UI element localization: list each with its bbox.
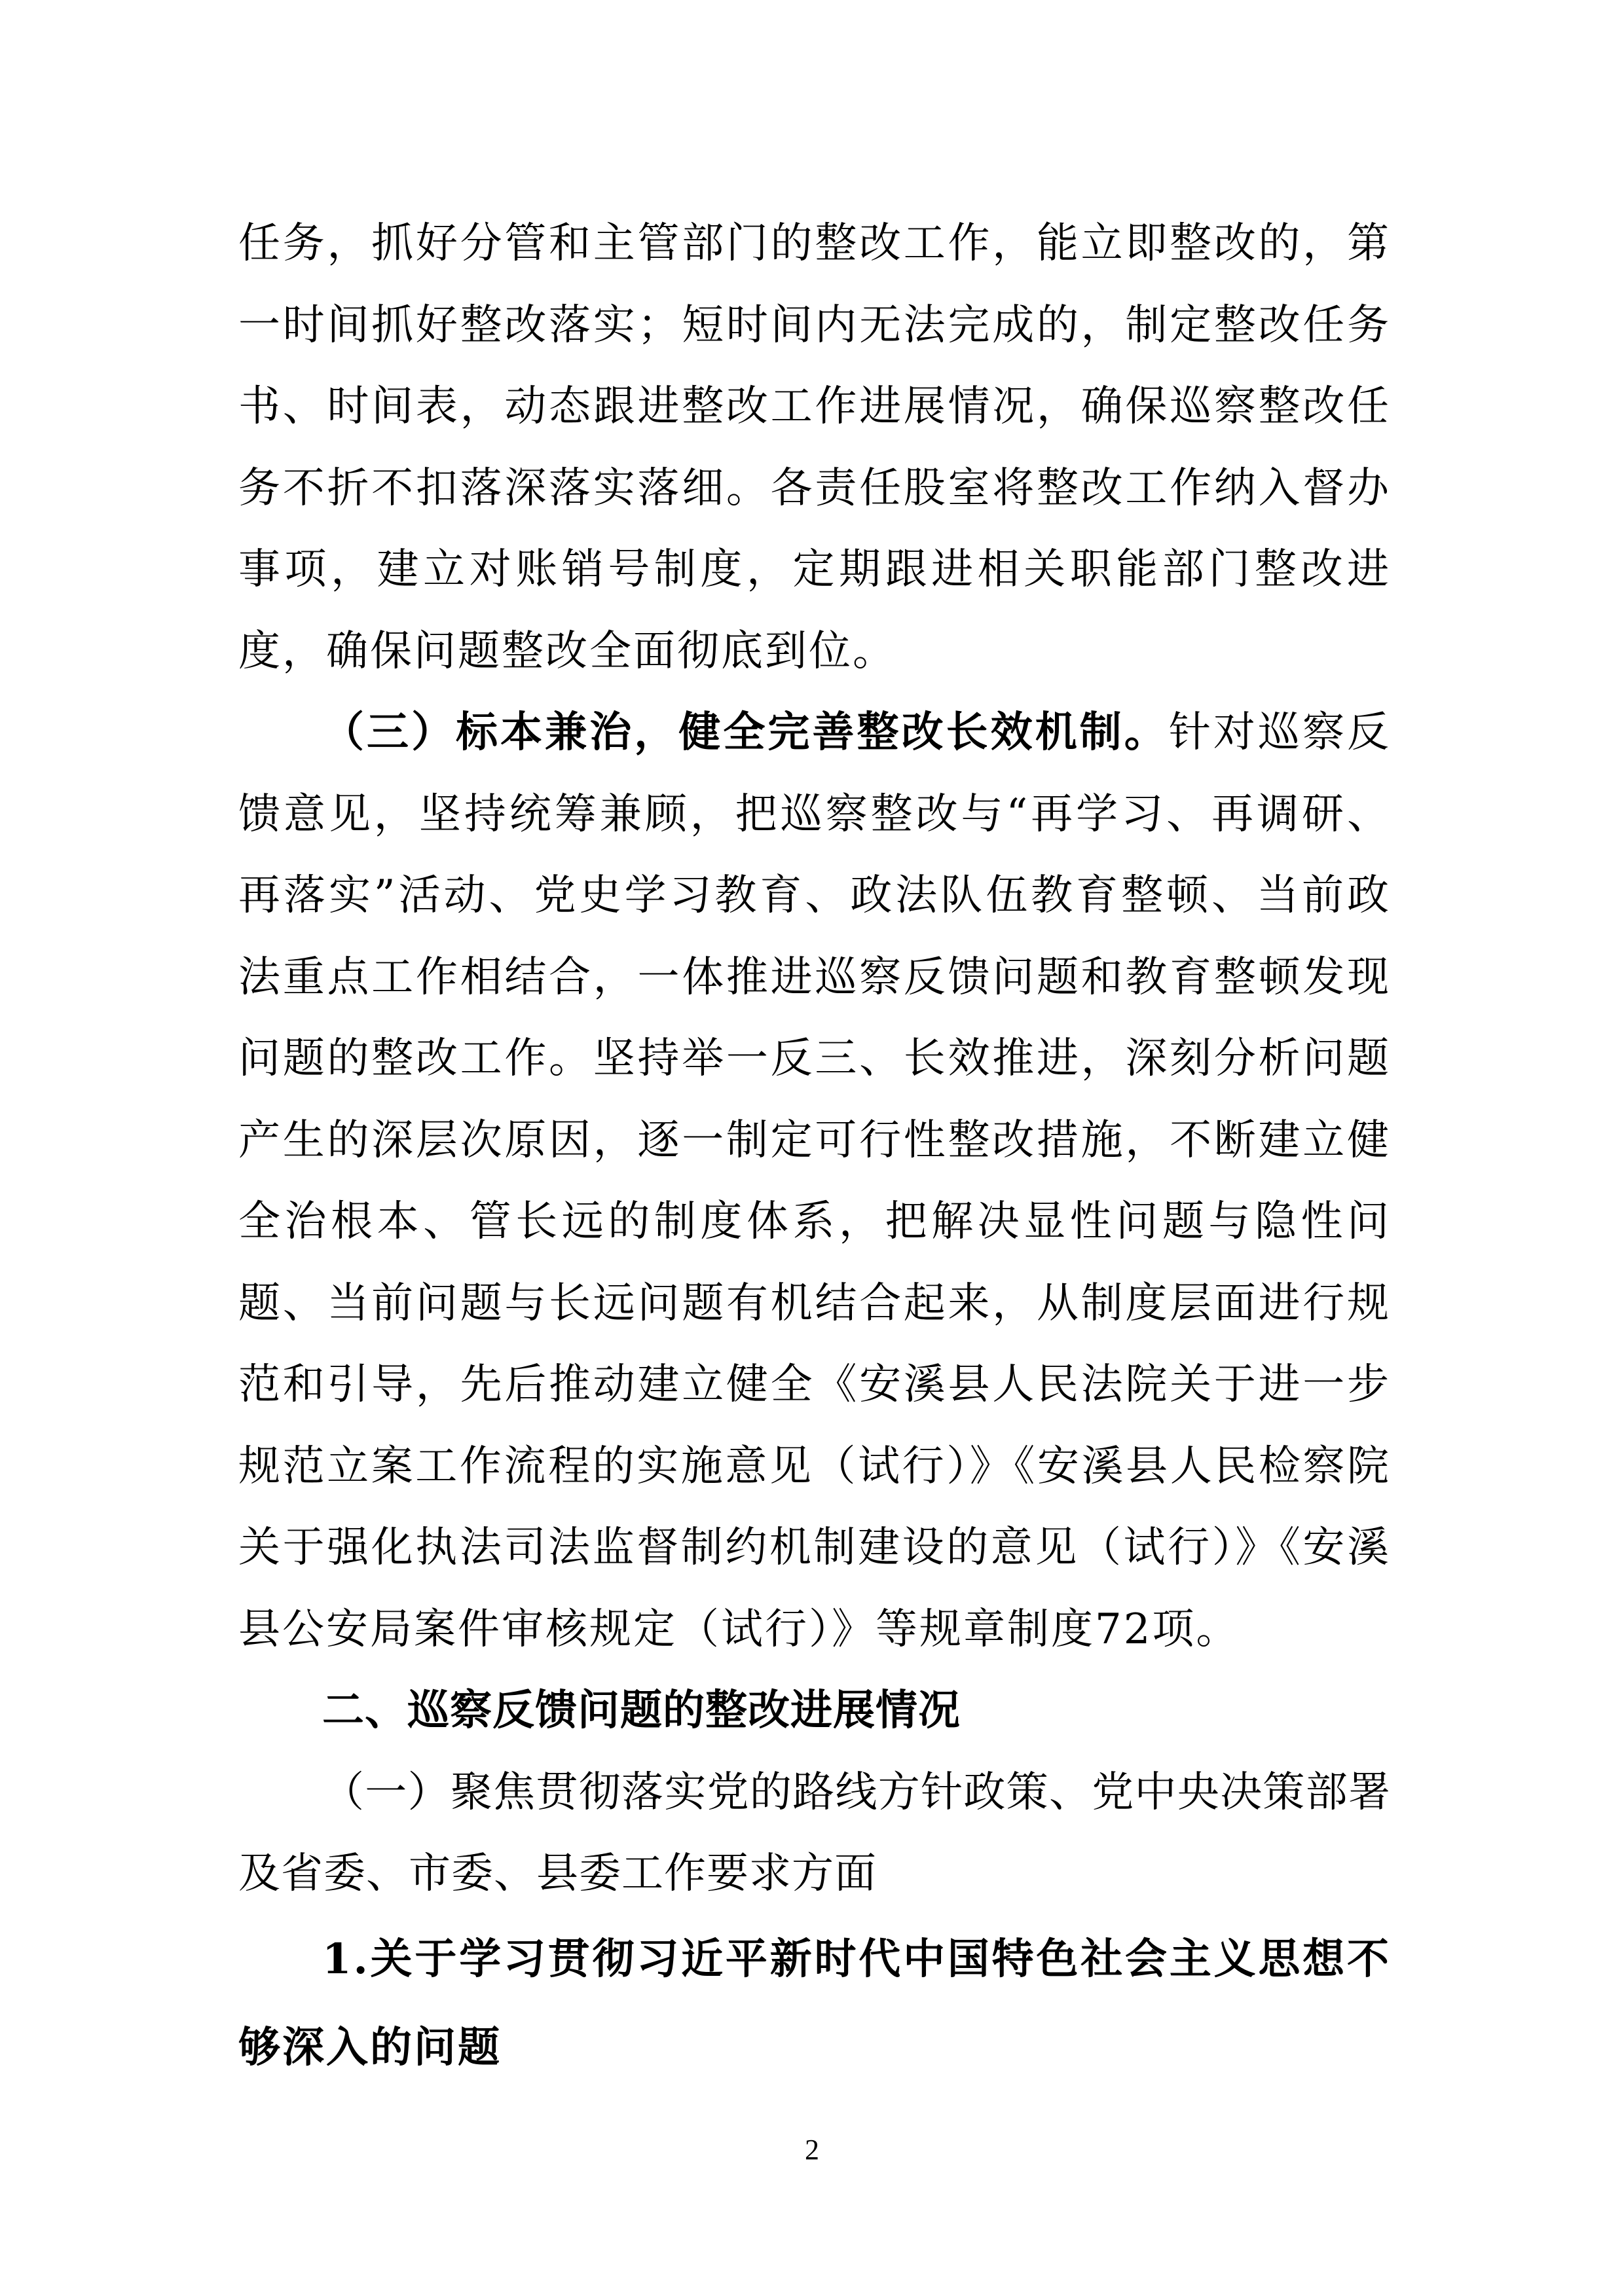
paragraph-section-3 xyxy=(238,692,1391,1670)
section-2-heading: 二、巡察反馈问题的整改进展情况 xyxy=(322,1686,961,1735)
page-number: 2 xyxy=(805,2134,819,2166)
section-3-lead: （三）标本兼治，健全完善整改长效机制。 xyxy=(322,708,1169,757)
section-3-body: 针对巡察反馈意见，坚持统筹兼顾，把巡察整改与“再学习、再调研、再落实”活动、党史学习教育、政法队伍教育整顿、当前政法重点工作相结合，一体推进巡察反馈问题和教育整顿发现问题的整改工作。坚持举一反三、长效推进，深刻分析问题产生的深层次原因，逐一制定可行性整改措施，不断建立健全治根本、管长远的制度体系，把解决显性问题与隐性问题、当前问题与长远问题有机结合起来，从制度层面进行规范和引导，先后推动建立健全《安溪县人民法院关于进一步规范立案工作流程的实施意见（试行）》《安溪县人民检察院关于强化执法司法监督制约机制建设的意见（试行）》《安溪县公安局案件审核规定（试行）》等规章制度72项。 xyxy=(238,708,1392,1654)
subsection-1-heading: （一）聚焦贯彻落实党的路线方针政策、党中央决策部署及省委、市委、县委工作要求方面 xyxy=(238,1768,1391,1898)
paragraph-continuation: 任务，抓好分管和主管部门的整改工作，能立即整改的，第一时间抓好整改落实；短时间内无法完成的，制定整改任务书、时间表，动态跟进整改工作进展情况，确保巡察整改任务不折不扣落深落实落细。各责任股室将整改工作纳入督办事项，建立对账销号制度，定期跟进相关职能部门整改进度，确保问题整改全面彻底到位。 xyxy=(238,219,1391,676)
item-1-heading: 1.关于学习贯彻习近平新时代中国特色社会主义思想不够深入的问题 xyxy=(238,1934,1391,2072)
document-body xyxy=(238,203,1391,2092)
